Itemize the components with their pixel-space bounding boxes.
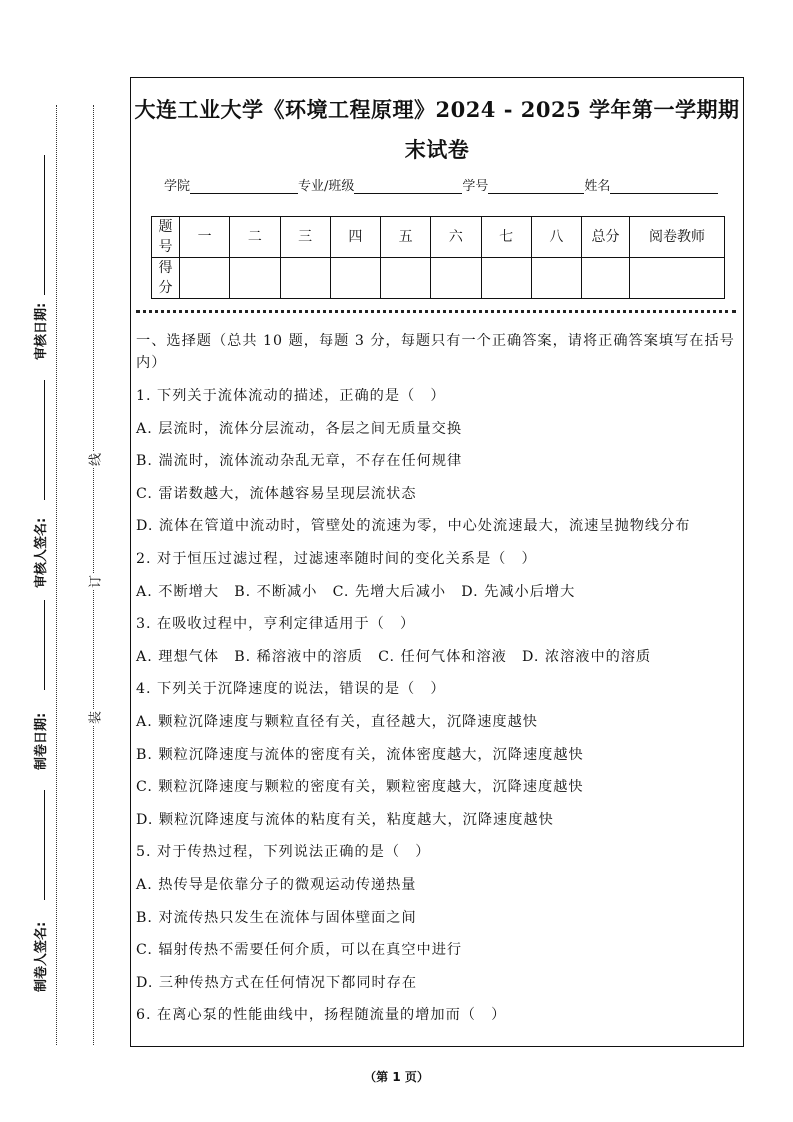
make-date-field [30, 713, 49, 770]
college-label: 学院 [164, 179, 191, 194]
score-cell[interactable] [582, 258, 630, 299]
score-cell-header: 总分 [582, 217, 630, 258]
score-cell[interactable] [531, 258, 581, 299]
reviewer-sign-label: 审核人签名: [34, 517, 49, 588]
make-date-label: 制卷日期: [34, 712, 49, 770]
score-cell-header: 六 [431, 217, 481, 258]
reviewer-sign-underline [44, 380, 45, 500]
major-class-field[interactable] [354, 179, 462, 194]
score-cell-header: 题号 [152, 217, 180, 258]
score-cell-header: 八 [531, 217, 581, 258]
score-cell-header: 四 [330, 217, 380, 258]
score-cell[interactable] [381, 258, 431, 299]
exam-content [136, 330, 736, 1032]
option-line: C. 雷诺数越大，流体越容易呈现层流状态 [136, 485, 417, 502]
maker-sign-underline [44, 790, 45, 900]
review-date-underline [44, 155, 45, 295]
reviewer-sign-field [30, 518, 49, 588]
option-line: D. 颗粒沉降速度与流体的粘度有关，粘度越大，沉降速度越快 [136, 811, 554, 828]
option-line: D. 流体在管道中流动时，管壁处的流速为零，中心处流速最大，流速呈抛物线分布 [136, 518, 691, 535]
score-cell-header: 一 [180, 217, 230, 258]
maker-sign-field [30, 922, 49, 992]
question-line: 2. 对于恒压过滤过程，过滤速率随时间的变化关系是（ ） [136, 550, 537, 567]
option-line: A. 理想气体 B. 稀溶液中的溶质 C. 任何气体和溶液 D. 浓溶液中的溶质 [136, 648, 652, 665]
name-label: 姓名 [584, 179, 611, 194]
option-line: A. 热传导是依靠分子的微观运动传递热量 [136, 876, 417, 893]
score-cell-header: 五 [381, 217, 431, 258]
score-cell[interactable] [630, 258, 725, 299]
dotted-separator [136, 310, 736, 313]
score-cell-header: 二 [230, 217, 280, 258]
score-table-score-row [152, 258, 725, 299]
bind-mark-order: 订 [85, 574, 104, 590]
option-line: B. 对流传热只发生在流体与固体壁面之间 [136, 909, 417, 926]
major-class-label: 专业/班级 [298, 179, 355, 194]
score-cell-header: 三 [280, 217, 330, 258]
score-cell[interactable] [330, 258, 380, 299]
option-line: C. 辐射传热不需要任何介质，可以在真空中进行 [136, 942, 463, 959]
score-cell-header: 七 [481, 217, 531, 258]
student-id-field[interactable] [488, 179, 584, 194]
bind-mark-line: 线 [85, 452, 104, 468]
name-field[interactable] [610, 179, 718, 194]
option-line: A. 不断增大 B. 不断减小 C. 先增大后减小 D. 先减小后增大 [136, 583, 576, 600]
score-table [151, 216, 725, 299]
option-line: A. 层流时，流体分层流动，各层之间无质量交换 [136, 420, 463, 437]
score-cell[interactable] [280, 258, 330, 299]
question-line: 4. 下列关于沉降速度的说法，错误的是（ ） [136, 681, 446, 698]
review-date-label: 审核日期: [34, 302, 49, 360]
exam-title: 大连工业大学《环境工程原理》2024 - 2025 学年第一学期期末试卷 [134, 97, 740, 162]
score-cell[interactable] [180, 258, 230, 299]
score-cell[interactable] [481, 258, 531, 299]
binding-dotted-line-outer [56, 105, 57, 1045]
make-date-underline [44, 600, 45, 690]
student-info-row [164, 175, 724, 194]
maker-sign-label: 制卷人签名: [34, 921, 49, 992]
option-line: C. 颗粒沉降速度与颗粒的密度有关，颗粒密度越大，沉降速度越快 [136, 779, 584, 796]
section-heading: 一、选择题（总共 10 题，每题 3 分，每题只有一个正确答案，请将正确答案填写在括号内） [136, 333, 735, 371]
score-cell[interactable] [230, 258, 280, 299]
question-line: 3. 在吸收过程中，亨利定律适用于（ ） [136, 616, 416, 633]
question-line: 1. 下列关于流体流动的描述，正确的是（ ） [136, 388, 446, 404]
bind-mark-install: 装 [85, 710, 104, 726]
score-cell[interactable] [431, 258, 481, 299]
review-date-field [30, 303, 49, 360]
option-line: D. 三种传热方式在任何情况下都同时存在 [136, 974, 418, 991]
question-line: 5. 对于传热过程，下列说法正确的是（ ） [136, 844, 431, 861]
option-line: B. 湍流时，流体流动杂乱无章，不存在任何规律 [136, 453, 463, 470]
option-line: A. 颗粒沉降速度与颗粒直径有关，直径越大，沉降速度越快 [136, 713, 538, 730]
score-row-label: 得分 [152, 258, 180, 299]
page-number: （第 1 页） [364, 1070, 429, 1084]
exam-paper-frame [130, 77, 744, 1047]
option-line: B. 颗粒沉降速度与流体的密度有关，流体密度越大，沉降速度越快 [136, 746, 584, 763]
question-line: 6. 在离心泵的性能曲线中，扬程随流量的增加而（ ） [136, 1007, 507, 1024]
score-table-header-row [152, 217, 725, 258]
student-id-label: 学号 [462, 179, 489, 194]
score-cell-header: 阅卷教师 [630, 217, 725, 258]
college-field[interactable] [190, 179, 298, 194]
